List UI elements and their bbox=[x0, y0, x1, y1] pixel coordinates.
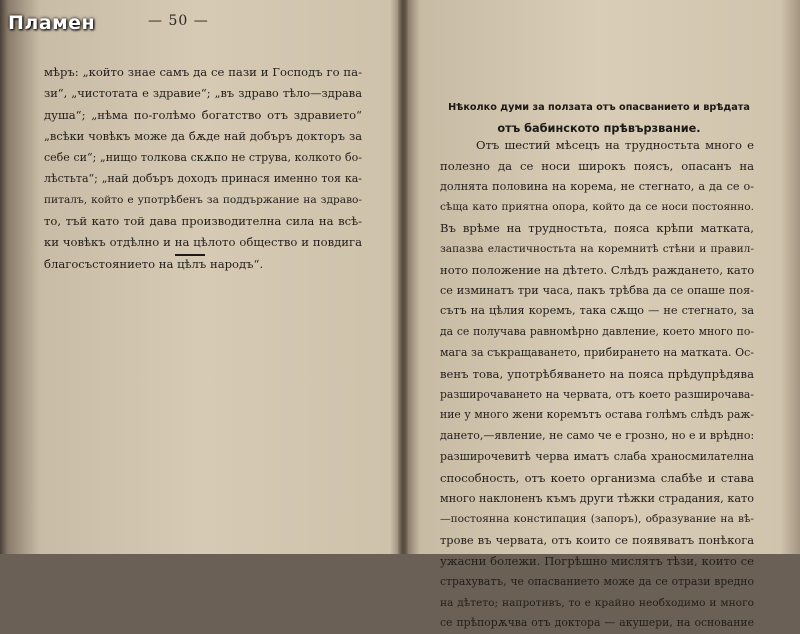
text-line: благосъстоянието на цѣлъ народъ“. bbox=[44, 256, 264, 271]
page-number: — 50 — bbox=[148, 13, 209, 29]
text-line: на дѣтето; напротивъ, то е крайно необходимо и много bbox=[440, 596, 754, 609]
text-line: запазва еластичностьта на коремнитѣ стѣни и правил- bbox=[440, 242, 754, 255]
text-line: то, тъй като той дава производителна сила на всѣ- bbox=[44, 214, 362, 229]
text-line: полезно да се носи широкъ поясъ, опасанъ на bbox=[440, 158, 754, 173]
heading-line: Нѣколко думи за ползата отъ опасванието и врѣдата bbox=[448, 102, 750, 113]
text-line: дането,—явление, не само че е грозно, но е и врѣдно: bbox=[440, 429, 755, 443]
text-line: се прѣпорѫчва отъ доктора — акушери, на основание bbox=[440, 616, 754, 630]
text-line: трове въ червата, отъ които се появяватъ понѣкога bbox=[440, 533, 754, 548]
text-line: се изминатъ три часа, пакъ трѣбва да се опаше поя- bbox=[440, 283, 754, 297]
text-line: Въ врѣме на трудностьта, пояса крѣпи матката, bbox=[440, 221, 754, 236]
right-page-body bbox=[440, 135, 754, 634]
text-line: „всѣки човѣкъ може да бѫде най добъръ докторъ за bbox=[44, 128, 362, 143]
text-line: много наклоненъ къмъ други тѣжки страдания, като bbox=[440, 491, 754, 505]
text-line: —постоянна констипация (запоръ), образувание на вѣ- bbox=[440, 513, 754, 526]
text-line: ние у много жени коремътъ остава голѣмъ слѣдъ раж- bbox=[440, 408, 754, 422]
text-line: душа“; „нѣма по-голѣмо богатство отъ здравието“ bbox=[44, 107, 362, 122]
text-line: зи“, „чистотата е здравие“; „въ здраво тѣло—здрава bbox=[44, 86, 362, 101]
text-line: сѣща като приятна опора, който да се носи постоянно. bbox=[440, 201, 754, 214]
text-line: ужасни болежи. Погрѣшно мислятъ тѣзи, които се bbox=[440, 553, 754, 568]
text-line: долнята половина на корема, не стегнато, а да се о- bbox=[440, 179, 754, 193]
text-line: сътъ на цѣлия коремъ, така сѫщо — не стегнато, за bbox=[440, 304, 754, 318]
text-line: ното положение на дѣтето. Слѣдъ раждането, като bbox=[440, 262, 755, 277]
text-line: да се получава равномѣрно давление, което много по- bbox=[440, 325, 754, 339]
text-line: разширочаването на червата, отъ което разширочава- bbox=[440, 387, 754, 401]
text-line: Отъ шестий мѣсецъ на трудностьта много е bbox=[476, 138, 754, 152]
text-line: разширочевитѣ черва иматъ слаба храносмилателна bbox=[440, 449, 754, 463]
text-line: мага за съкращаването, прибирането на матката. Ос- bbox=[440, 345, 754, 359]
text-line: венъ това, употрѣбяването на пояса прѣдупрѣдява bbox=[440, 366, 754, 381]
section-end-rule bbox=[175, 254, 205, 256]
text-line: мѣръ: „който знае самъ да се пази и Господъ го па- bbox=[44, 65, 362, 79]
text-line: питалъ, който е употрѣбенъ за поддържание на здраво- bbox=[44, 193, 362, 206]
text-line: способность, отъ което организма слабѣе и става bbox=[440, 470, 754, 485]
text-line: ки човѣкъ отдѣлно и на цѣлото общество и повдига bbox=[44, 235, 362, 250]
text-line: страхуватъ, че опасванието може да се отрази вредно bbox=[440, 574, 754, 588]
book-spine bbox=[398, 0, 408, 554]
text-line: лѣстьта“; „най добъръ доходъ принася именно тоя ка- bbox=[44, 172, 362, 186]
text-line: себе си“; „нищо толкова скѫпо не струва, колкото бо- bbox=[44, 151, 362, 165]
seller-watermark: Пламен bbox=[8, 12, 96, 34]
left-page-body bbox=[44, 62, 362, 275]
heading-line: отъ бабинското прѣвързвание. bbox=[497, 122, 701, 135]
section-heading bbox=[446, 97, 752, 139]
